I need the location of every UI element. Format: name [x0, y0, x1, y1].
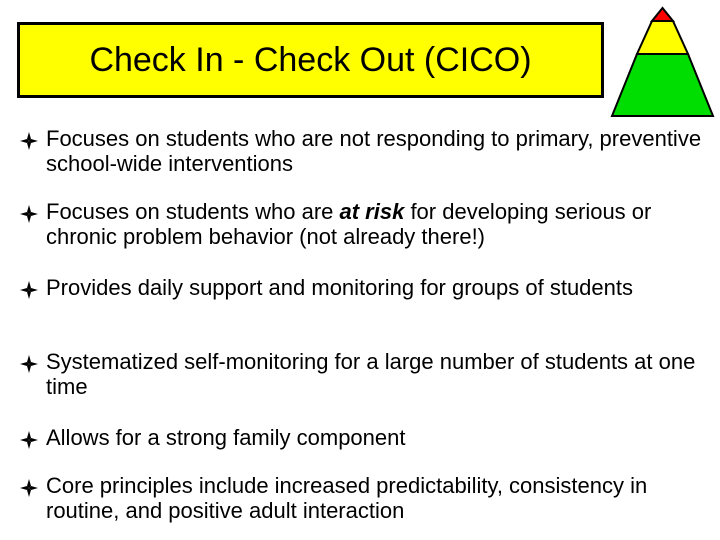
diamond-bullet-icon: [20, 281, 38, 299]
diamond-bullet-icon: [20, 355, 38, 373]
bullet-text: Systematized self-monitoring for a large number of students at one time: [46, 349, 696, 399]
bullet-text: Provides daily support and monitoring for groups of students: [46, 275, 633, 300]
bullet-item: [20, 349, 710, 399]
bullet-item: [20, 473, 710, 523]
pyramid-bottom-tier: [612, 54, 713, 116]
bullet-text-after: for developing serious or chronic problem behavior (not already there!): [46, 199, 652, 249]
bullet-item: [20, 425, 406, 450]
diamond-bullet-icon: [20, 479, 38, 497]
title-banner: [17, 22, 604, 98]
diamond-bullet-icon: [20, 431, 38, 449]
bullet-text-before: Focuses on students who are: [46, 199, 340, 224]
pyramid-middle-tier: [637, 21, 688, 54]
bullet-item: [20, 199, 710, 249]
bullet-emphasis: at risk: [339, 199, 405, 224]
page-title: Check In - Check Out (CICO): [89, 40, 532, 79]
diamond-bullet-icon: [20, 132, 38, 150]
diamond-bullet-icon: [20, 205, 38, 223]
pyramid-icon: [610, 6, 715, 118]
bullet-text: Focuses on students who are not responding to primary, preventive school-wide interventions: [46, 126, 702, 176]
bullet-text: Core principles include increased predictability, consistency in routine, and positive adult interaction: [46, 473, 648, 523]
bullet-text: Allows for a strong family component: [46, 425, 406, 450]
bullet-item: [20, 126, 710, 176]
pyramid-top-tier: [652, 8, 673, 21]
bullet-item: [20, 275, 633, 300]
